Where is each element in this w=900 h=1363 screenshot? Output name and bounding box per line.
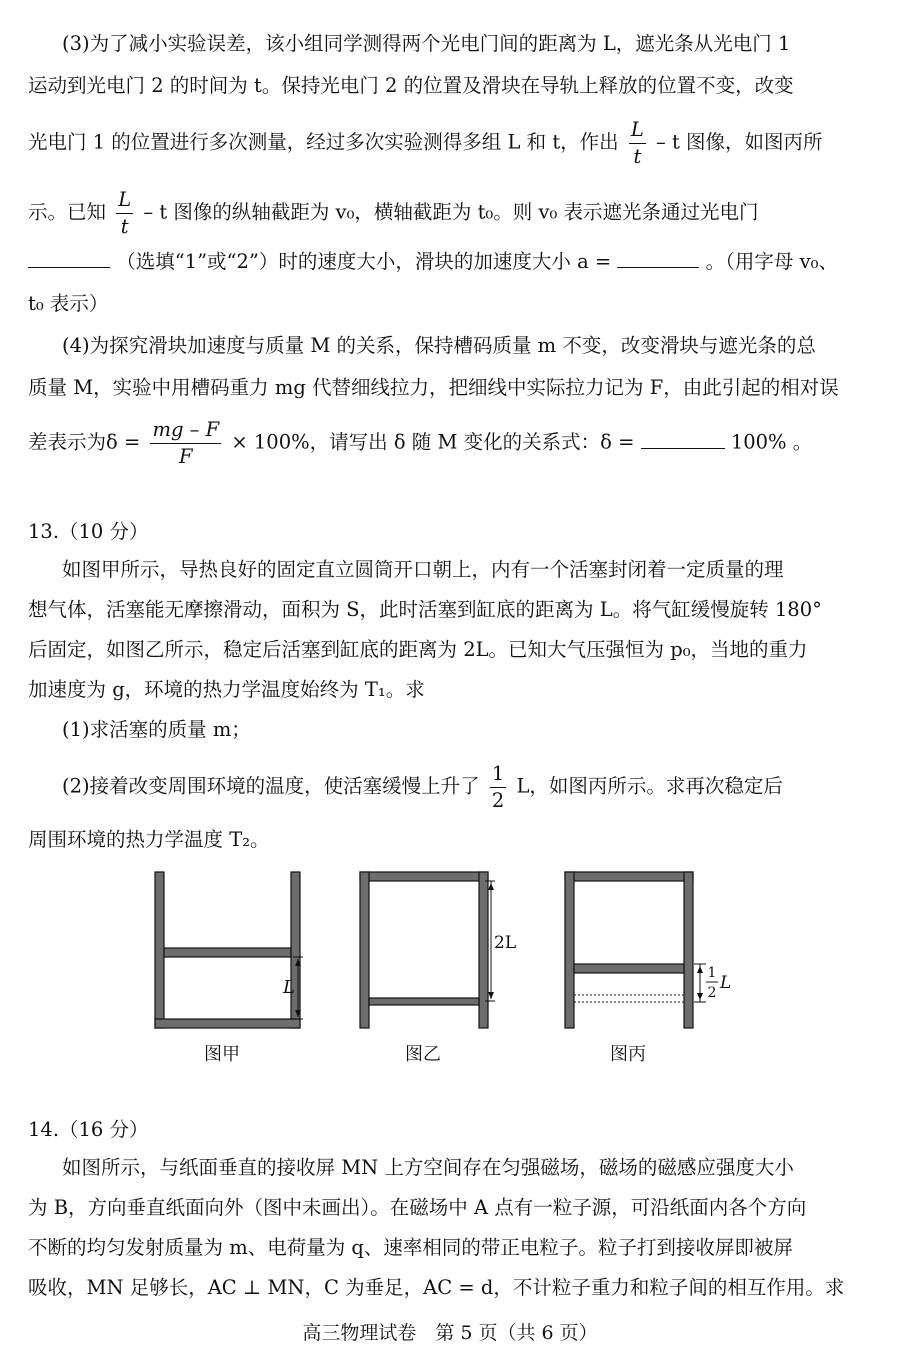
fraction-L-over-t bbox=[629, 120, 646, 166]
cylinder-wall-right bbox=[479, 872, 488, 1028]
q14-line1: 如图所示，与纸面垂直的接收屏 MN 上方空间存在匀强磁场，磁场的磁感应强度大小 bbox=[62, 1156, 794, 1179]
q12-p3-line5-text-b: 。（用字母 v₀、 bbox=[705, 250, 838, 273]
page-footer: 高三物理试卷 第 5 页（共 6 页） bbox=[302, 1322, 598, 1344]
figure-yi-label: 图乙 bbox=[405, 1044, 441, 1065]
q12-p3-line3-text-a: 光电门 1 的位置进行多次测量，经过多次实验测得多组 L 和 t，作出 bbox=[28, 130, 619, 154]
figure-jia bbox=[155, 872, 303, 1028]
q12-p3-line3 bbox=[28, 120, 872, 166]
q12-p3-line4-text-a: 示。已知 bbox=[28, 200, 107, 224]
q12-p3-line5-text-a: （选填“1”或“2”）时的速度大小，滑块的加速度大小 a = bbox=[116, 250, 612, 273]
q13-sub2 bbox=[62, 764, 872, 810]
dim-label-L: L bbox=[283, 977, 295, 998]
cylinder-figures bbox=[0, 860, 900, 1070]
answer-blank-gate[interactable] bbox=[28, 249, 110, 268]
answer-blank-acceleration[interactable] bbox=[617, 249, 699, 268]
fraction-numerator: L bbox=[629, 120, 646, 144]
q14-header: 14.（16 分） bbox=[28, 1118, 149, 1141]
q12-p4-line3 bbox=[28, 420, 872, 466]
q12-p3-line5 bbox=[28, 248, 872, 276]
cylinder-wall-left bbox=[565, 872, 574, 1028]
figure-bing-label: 图丙 bbox=[610, 1044, 646, 1065]
fraction-numerator: L bbox=[116, 190, 133, 214]
q13-line3: 后固定，如图乙所示，稳定后活塞到缸底的距离为 2L。已知大气压强恒为 p₀，当地的重力 bbox=[28, 638, 808, 661]
cylinder-wall-right bbox=[684, 872, 693, 1028]
q12-p4-line3-text-a: 差表示为δ = bbox=[28, 430, 141, 454]
figure-jia-label: 图甲 bbox=[204, 1044, 240, 1065]
q12-p4-line1: (4)为探究滑块加速度与质量 M 的关系，保持槽码质量 m 不变，改变滑块与遮光条的总 bbox=[62, 334, 816, 357]
dim-label-2L: 2L bbox=[494, 933, 517, 953]
piston bbox=[574, 964, 684, 973]
q12-p3-line6: t₀ 表示） bbox=[28, 292, 109, 315]
answer-blank-delta[interactable] bbox=[641, 430, 725, 449]
q13-line4: 加速度为 g，环境的热力学温度始终为 T₁。求 bbox=[28, 678, 425, 701]
figure-bing bbox=[565, 872, 731, 1028]
q13-line2: 想气体，活塞能无摩擦滑动，面积为 S，此时活塞到缸底的距离为 L。将气缸缓慢旋转 180° bbox=[28, 598, 822, 621]
q13-header: 13.（10 分） bbox=[28, 520, 149, 543]
cylinder-top bbox=[360, 872, 488, 881]
q12-p3-line1: (3)为了减小实验误差，该小组同学测得两个光电门间的距离为 L，遮光条从光电门 1 bbox=[62, 32, 791, 55]
fraction-denominator: t bbox=[633, 144, 642, 168]
cylinder-wall-left bbox=[155, 872, 164, 1028]
q14-line3: 不断的均匀发射质量为 m、电荷量为 q、速率相同的带正电粒子。粒子打到接收屏即被屏 bbox=[28, 1236, 793, 1259]
q13-sub1: (1)求活塞的质量 m； bbox=[62, 718, 251, 741]
piston bbox=[164, 948, 291, 957]
cylinder-bottom bbox=[155, 1019, 300, 1028]
q12-p3-line4-text-b: – t 图像的纵轴截距为 v₀，横轴截距为 t₀。则 v₀ 表示遮光条通过光电门 bbox=[143, 200, 759, 224]
dim-label-L: L bbox=[720, 973, 732, 993]
q12-p3-line4 bbox=[28, 190, 872, 236]
fraction-one-half bbox=[490, 764, 506, 810]
dim-label-half-den: 2 bbox=[707, 985, 717, 1001]
q13-sub2-text-a: (2)接着改变周围环境的温度，使活塞缓慢上升了 bbox=[62, 774, 480, 798]
fraction-numerator: 1 bbox=[490, 764, 506, 788]
cylinder-wall-left bbox=[360, 872, 369, 1028]
q13-sub2-text-b: L，如图丙所示。求再次稳定后 bbox=[516, 774, 783, 798]
figure-yi bbox=[360, 872, 516, 1028]
q12-p4-line3-text-c: 100% 。 bbox=[730, 430, 813, 454]
fraction-L-over-t bbox=[116, 190, 133, 236]
q12-p3-line2: 运动到光电门 2 的时间为 t。保持光电门 2 的位置及滑块在导轨上释放的位置不变，改变 bbox=[28, 74, 794, 97]
fraction-denominator: F bbox=[179, 444, 193, 468]
q12-p4-line2: 质量 M，实验中用槽码重力 mg 代替细线拉力，把细线中实际拉力记为 F，由此引起的相对误 bbox=[28, 376, 839, 399]
q13-line1: 如图甲所示，导热良好的固定直立圆筒开口朝上，内有一个活塞封闭着一定质量的理 bbox=[62, 558, 784, 581]
cylinder-top bbox=[565, 872, 693, 881]
cylinder-wall-right bbox=[291, 872, 300, 1028]
piston bbox=[369, 998, 479, 1005]
q14-line4: 吸收，MN 足够长，AC ⊥ MN，C 为垂足，AC = d，不计粒子重力和粒子间的相互作用。求 bbox=[28, 1276, 845, 1299]
fraction-relative-error bbox=[150, 420, 221, 466]
q12-p4-line3-text-b: × 100%，请写出 δ 随 M 变化的关系式：δ = bbox=[231, 430, 635, 454]
fraction-denominator: t bbox=[120, 214, 129, 238]
fraction-numerator: mg – F bbox=[150, 420, 221, 444]
q14-line2: 为 B，方向垂直纸面向外（图中未画出）。在磁场中 A 点有一粒子源，可沿纸面内各个方向 bbox=[28, 1196, 807, 1219]
q13-sub2-line2: 周围环境的热力学温度 T₂。 bbox=[28, 828, 270, 851]
q12-p3-line3-text-b: – t 图像，如图丙所 bbox=[656, 130, 823, 154]
dim-label-half-num: 1 bbox=[707, 965, 717, 981]
fraction-denominator: 2 bbox=[491, 788, 505, 812]
